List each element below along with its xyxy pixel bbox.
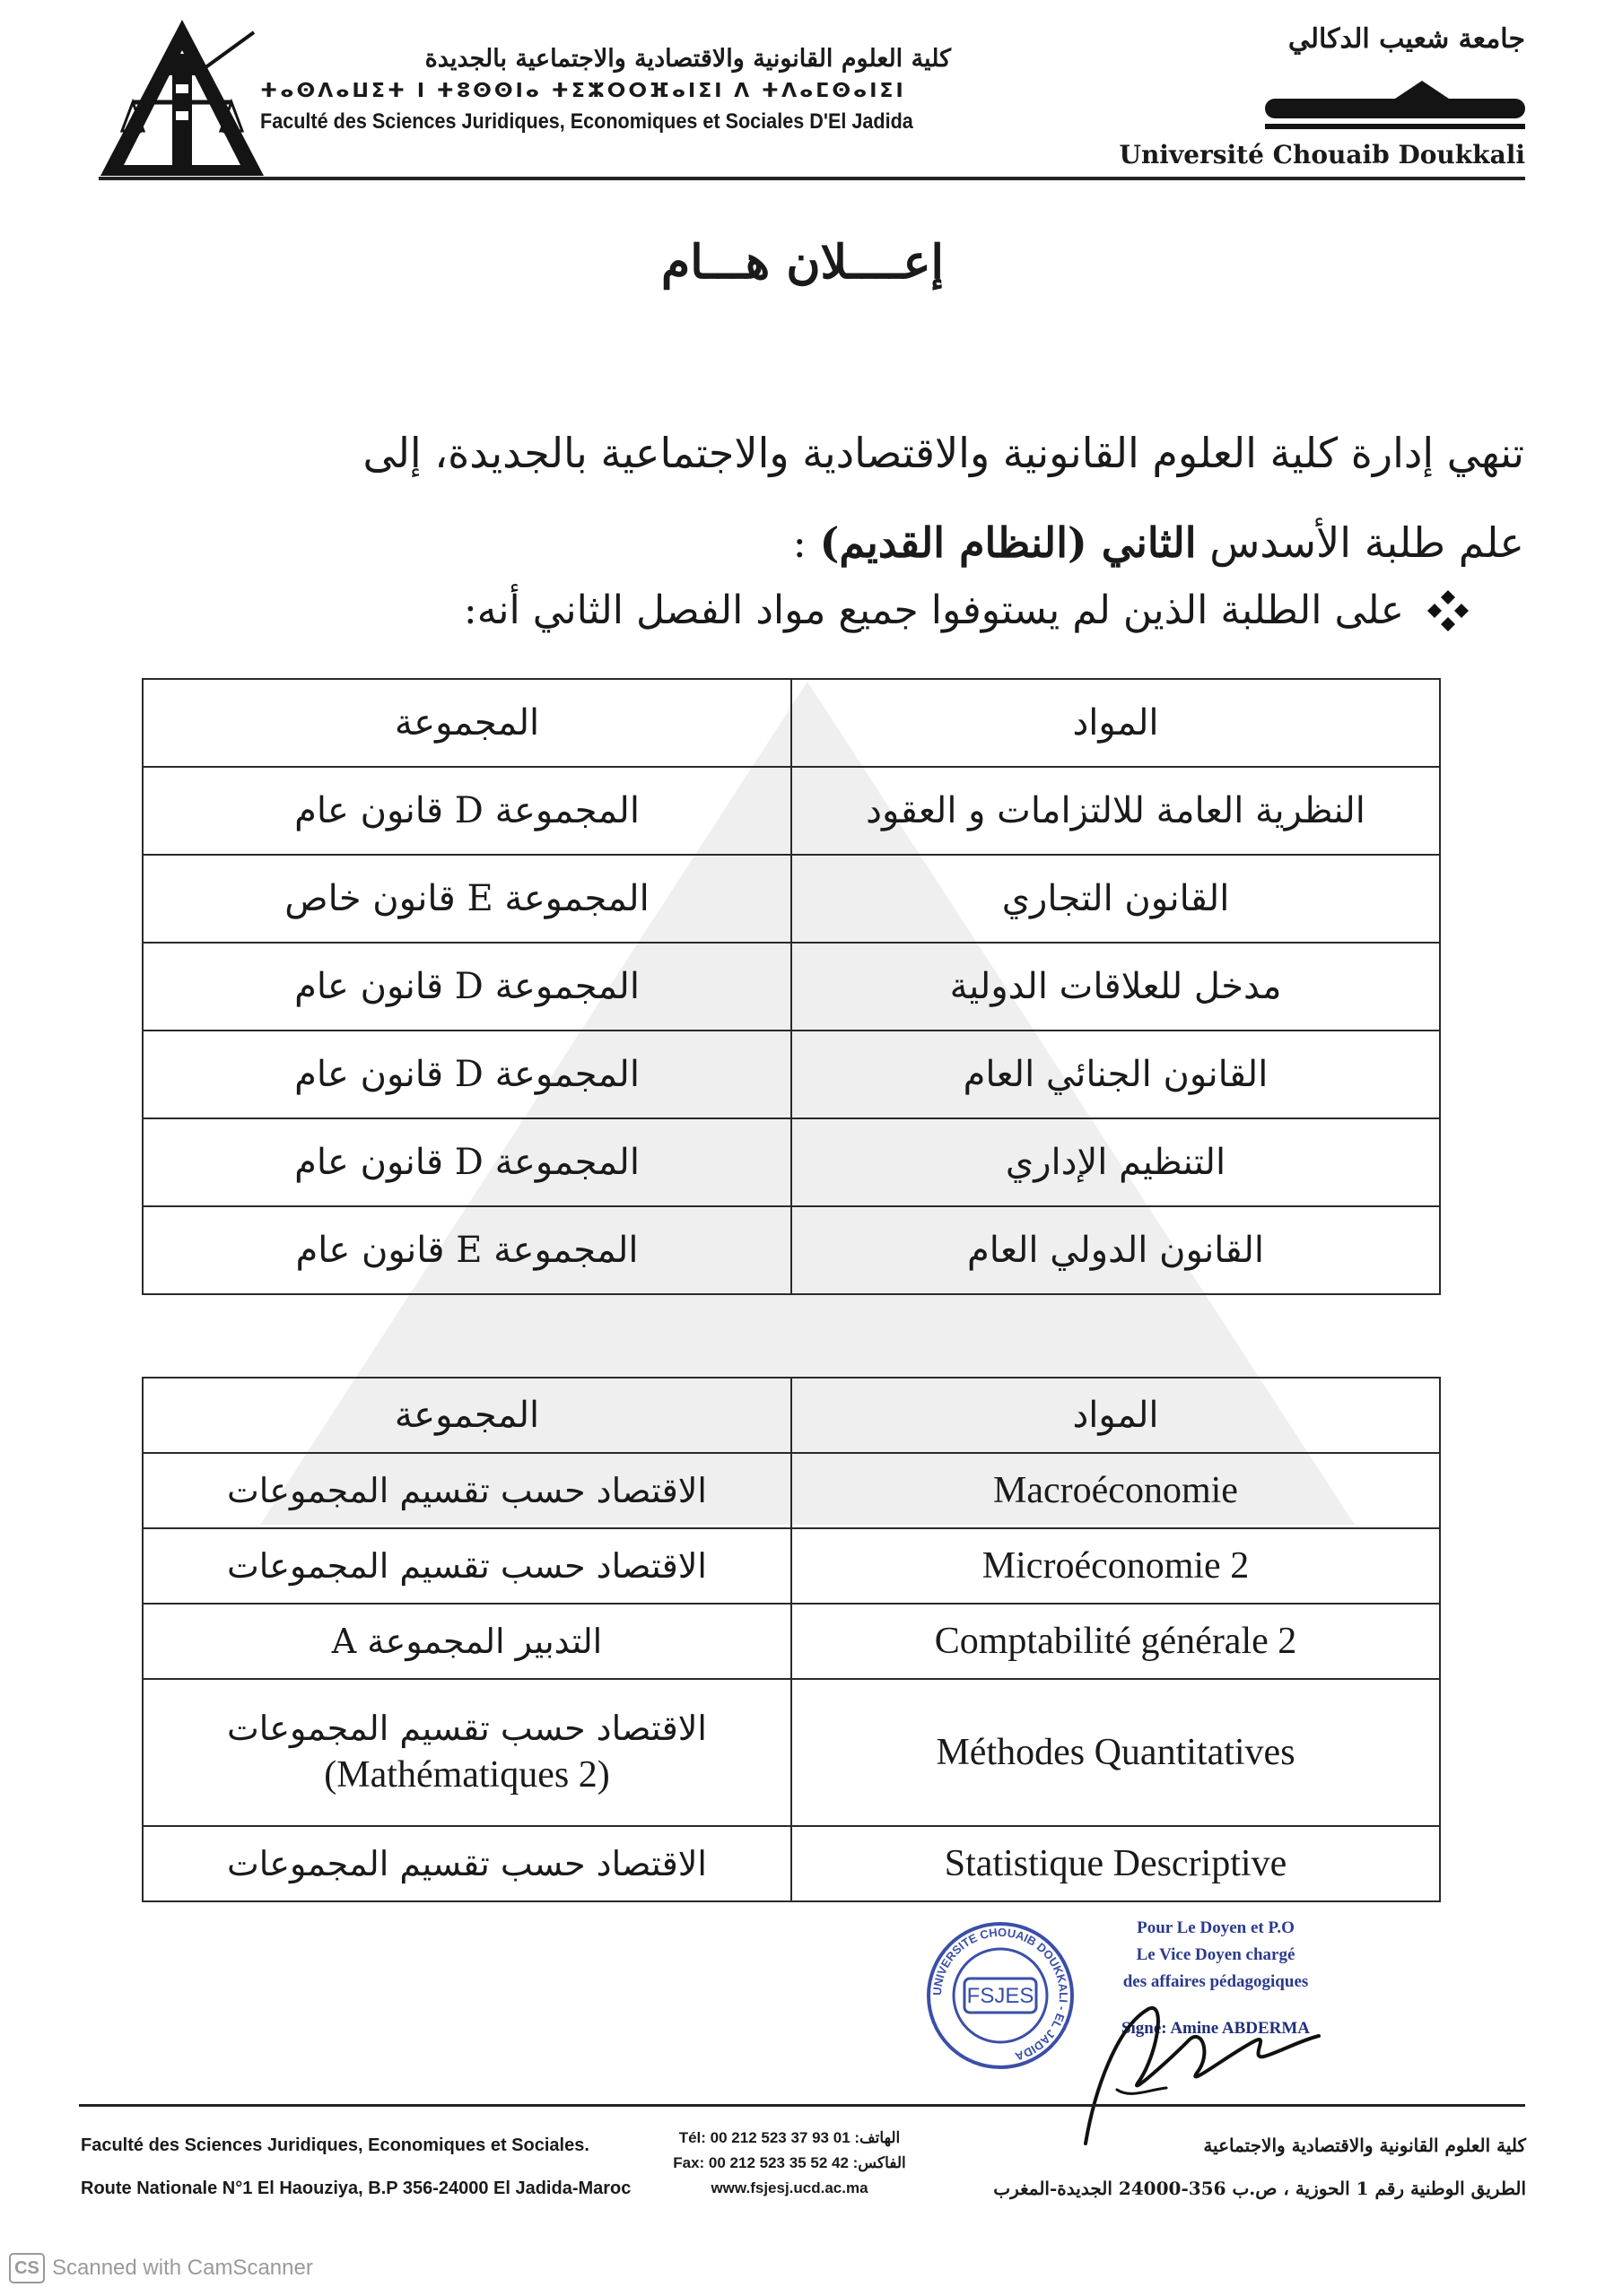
footer-faculty-fr: Faculté des Sciences Juridiques, Economiques et Sociales. xyxy=(81,2135,589,2155)
group-cell: المجموعة D قانون عام xyxy=(143,1118,791,1206)
faculty-name-block xyxy=(260,45,951,135)
group-cell: المجموعة D قانون عام xyxy=(143,767,791,855)
handwritten-signature-icon xyxy=(1032,1955,1328,2152)
economics-subjects-table xyxy=(142,1377,1441,1902)
university-logo-icon xyxy=(1265,79,1525,142)
announcement-title: إعــــلان هـــام xyxy=(661,235,944,290)
group-column-header: المجموعة xyxy=(143,679,791,767)
group-cell: المجموعة D قانون عام xyxy=(143,1031,791,1118)
camscanner-text: Scanned with CamScanner xyxy=(52,2256,313,2280)
subject-cell: التنظيم الإداري xyxy=(791,1118,1440,1206)
table-row xyxy=(143,943,1440,1031)
subject-cell: Comptabilité générale 2 xyxy=(791,1604,1440,1679)
table-row xyxy=(143,1604,1440,1679)
intro-line-2 xyxy=(71,498,1524,587)
university-name-ar: جامعة شعيب الدكالي xyxy=(1287,23,1525,55)
stamp-label: FSJES xyxy=(966,1984,1034,2008)
header-divider xyxy=(99,177,1525,180)
table-row xyxy=(143,767,1440,855)
footer-route-fr: Route Nationale N°1 El Haouziya, B.P 356-24000 El Jadida-Maroc xyxy=(81,2179,632,2198)
faculty-name-ar: كلية العلوم القانونية والاقتصادية والاجتماعية بالجديدة xyxy=(424,45,951,73)
subject-cell: Statistique Descriptive xyxy=(791,1826,1440,1901)
subject-column-header: المواد xyxy=(791,1378,1440,1453)
group-cell: المجموعة D قانون عام xyxy=(143,943,791,1031)
faculty-logo-icon xyxy=(97,14,267,180)
signature-line-2: Le Vice Doyen chargé xyxy=(1136,1945,1295,1964)
footer-tel: Tél: 00 212 523 37 93 01 :الهاتف xyxy=(678,2129,901,2146)
group-cell: الاقتصاد حسب تقسيم المجموعات xyxy=(143,1528,791,1604)
table-header-row xyxy=(143,679,1440,767)
intro-line-2-prefix: علم طلبة الأسدس xyxy=(1209,518,1524,567)
footer-address-fr xyxy=(81,2124,632,2210)
footer-route-ar: الطريق الوطنية رقم 1 الحوزية ، ص.ب 356-24000 الجديدة-المغرب xyxy=(993,2178,1526,2199)
table-row xyxy=(143,1453,1440,1528)
diamond-bullet-icon xyxy=(1426,588,1470,633)
university-block xyxy=(1119,23,1525,176)
announcement-intro xyxy=(71,408,1524,587)
footer-contact xyxy=(628,2126,951,2201)
footer-website: www.fsjesj.ucd.ac.ma xyxy=(711,2179,868,2196)
letterhead xyxy=(90,9,1525,179)
table-row xyxy=(143,1826,1440,1901)
group-cell: الاقتصاد حسب تقسيم المجموعات xyxy=(143,1826,791,1901)
signature-line-1: Pour Le Doyen et P.O xyxy=(1137,1918,1295,1937)
group-cell xyxy=(143,1679,791,1826)
bullet-text: على الطلبة الذين لم يستوفوا جميع مواد الفصل الثاني أنه: xyxy=(463,587,1404,633)
stamp-ring-text: UNIVERSITE CHOUAIB DOUKKALI - EL JADIDA xyxy=(929,1925,1071,2064)
subject-cell: القانون الجنائي العام xyxy=(791,1031,1440,1118)
faculty-name-fr: Faculté des Sciences Juridiques, Economiques et Sociales D'El Jadida xyxy=(260,109,913,134)
group-cell: المجموعة E قانون خاص xyxy=(143,855,791,943)
group-cell: المجموعة E قانون عام xyxy=(143,1206,791,1294)
table-header-row xyxy=(143,1378,1440,1453)
subject-cell: مدخل للعلاقات الدولية xyxy=(791,943,1440,1031)
intro-semester-label: الثاني (النظام القديم) xyxy=(819,518,1197,567)
group-cell-main: الاقتصاد حسب تقسيم المجموعات xyxy=(227,1709,707,1748)
table-row xyxy=(143,1031,1440,1118)
table-row xyxy=(143,1679,1440,1826)
law-subjects-table xyxy=(142,678,1441,1295)
table-row xyxy=(143,1118,1440,1206)
camscanner-logo-icon: CS xyxy=(9,2253,45,2283)
subject-cell: النظرية العامة للالتزامات و العقود xyxy=(791,767,1440,855)
footer-faculty-ar: كلية العلوم القانونية والاقتصادية والاجتماعية xyxy=(1203,2135,1526,2156)
university-name-fr: Université Chouaib Doukkali xyxy=(1119,140,1525,170)
camscanner-watermark xyxy=(9,2253,313,2283)
bullet-statement xyxy=(214,587,1470,633)
footer-address-ar xyxy=(993,2124,1526,2210)
subject-cell: Macroéconomie xyxy=(791,1453,1440,1528)
table-row xyxy=(143,1528,1440,1604)
subject-cell: Méthodes Quantitatives xyxy=(791,1679,1440,1826)
subject-cell: Microéconomie 2 xyxy=(791,1528,1440,1604)
intro-line-2-suffix: : xyxy=(792,518,807,567)
group-cell-sub: (Mathématiques 2) xyxy=(324,1754,610,1796)
group-cell: الاقتصاد حسب تقسيم المجموعات xyxy=(143,1453,791,1528)
table-row xyxy=(143,855,1440,943)
signature-line-4: Signé: Amine ABDERMA xyxy=(1121,2019,1311,2038)
group-column-header: المجموعة xyxy=(143,1378,791,1453)
table-row xyxy=(143,1206,1440,1294)
subject-column-header: المواد xyxy=(791,679,1440,767)
footer-divider xyxy=(79,2104,1525,2107)
faculty-name-tifinagh: ⵜⴰⵙⴷⴰⵡⵉⵜ ⵏ ⵜⵓⵙⵙⵏⴰ ⵜⵉⵣⵔⵔⴼⴰⵏⵉⵏ ⴷ ⵜⴷⴰⵎⵙⴰⵏⵉⵏ xyxy=(260,80,906,102)
subject-cell: القانون التجاري xyxy=(791,855,1440,943)
intro-line-1: تنهي إدارة كلية العلوم القانونية والاقتصادية والاجتماعية بالجديدة، إلى xyxy=(362,429,1524,477)
footer-fax: Fax: 00 212 523 35 52 42 :الفاكس xyxy=(673,2154,906,2171)
subject-cell: القانون الدولي العام xyxy=(791,1206,1440,1294)
signature-line-3: des affaires pédagogiques xyxy=(1122,1972,1309,1991)
group-cell: التدبير المجموعة A xyxy=(143,1604,791,1679)
